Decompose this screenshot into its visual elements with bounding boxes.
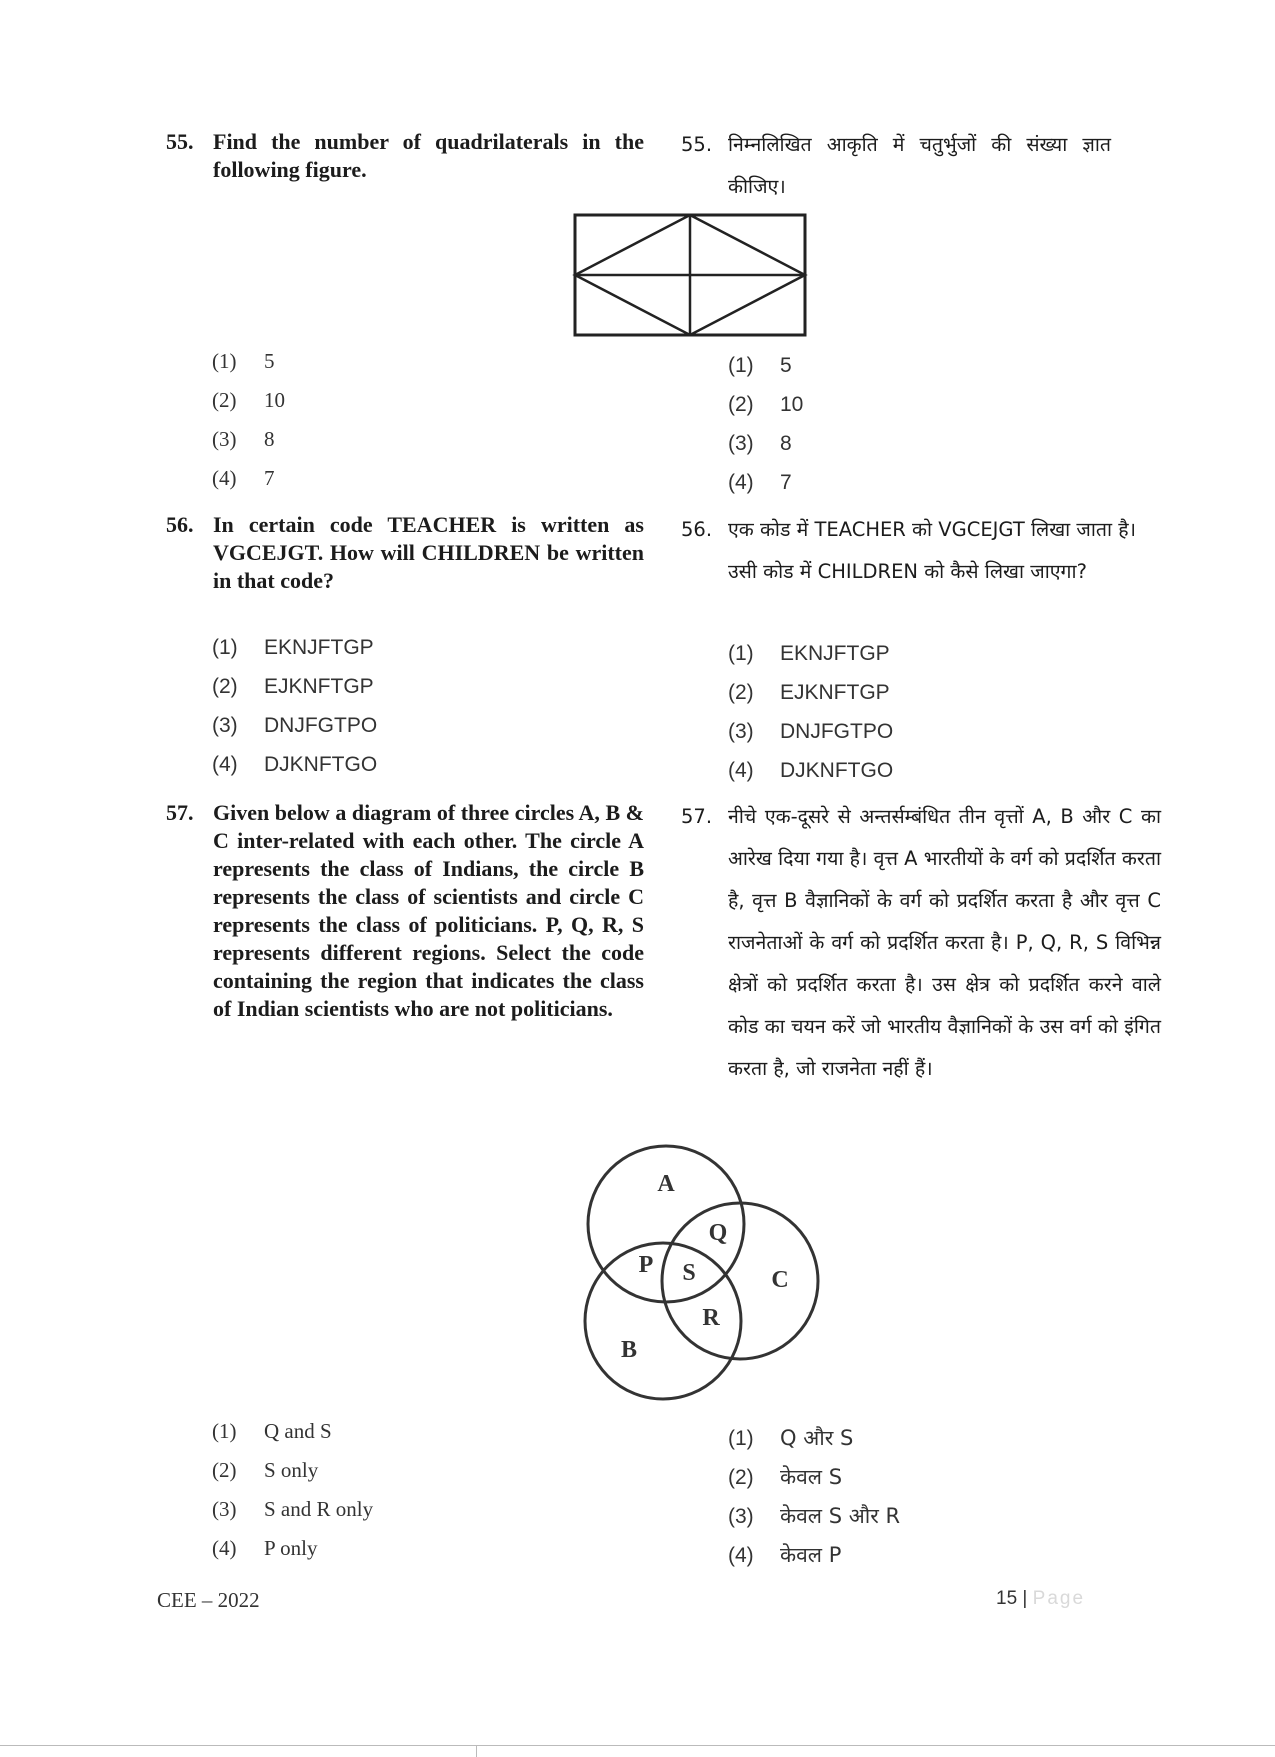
q56-text-hi: एक कोड में TEACHER को VGCEJGT लिखा जाता है। उसी कोड में CHILDREN को कैसे लिखा जाएगा?	[728, 518, 1137, 583]
q56-text-en: In certain code TEACHER is written as VGCEJGT. How will CHILDREN be written in that code?	[213, 512, 644, 593]
q55-option-2-hi[interactable]: (2) 10	[728, 393, 804, 416]
q57-option-4-hi[interactable]: (4) केवल P	[728, 1543, 842, 1567]
page-word: Page	[1032, 1588, 1086, 1609]
q56-option-3-hi[interactable]: (3) DNJFGTPO	[728, 720, 894, 743]
footer-exam-name: CEE – 2022	[157, 1588, 260, 1612]
q56-number-hi: 56.	[681, 518, 713, 541]
q55-text-hi: निम्नलिखित आकृति में चतुर्भुजों की संख्या ज्ञात कीजिए।	[728, 133, 1111, 198]
q55-number: 55.	[166, 129, 194, 154]
q56-option-1-hi[interactable]: (1) EKNJFTGP	[728, 642, 890, 665]
q56-option-2-en[interactable]: (2) EJKNFTGP	[212, 675, 374, 698]
q57-hindi	[681, 796, 1161, 1090]
q55-option-3-hi[interactable]: (3) 8	[728, 432, 792, 455]
q55-option-1-hi[interactable]: (1) 5	[728, 354, 792, 377]
q55-option-1-en[interactable]: (1) 5	[212, 349, 275, 373]
q56-option-2-hi[interactable]: (2) EJKNFTGP	[728, 681, 890, 704]
q56-option-1-en[interactable]: (1) EKNJFTGP	[212, 636, 374, 659]
footer-page-number	[996, 1588, 1085, 1610]
q57-option-1-hi[interactable]: (1) Q और S	[728, 1426, 854, 1450]
q57-number-hi: 57.	[681, 805, 713, 828]
q57-option-2-hi[interactable]: (2) केवल S	[728, 1465, 843, 1489]
venn-label-q: Q	[708, 1220, 728, 1246]
q55-hindi	[681, 124, 1111, 208]
q57-option-3-en[interactable]: (3) S and R only	[212, 1497, 374, 1521]
venn-label-c: C	[771, 1267, 789, 1293]
q57-option-2-en[interactable]: (2) S only	[212, 1458, 319, 1482]
venn-label-s: S	[682, 1260, 696, 1286]
q57-english	[166, 799, 644, 1023]
page-number: 15 |	[996, 1588, 1028, 1609]
venn-diagram	[570, 1135, 834, 1407]
venn-label-a: A	[657, 1171, 675, 1197]
q57-text-en: Given below a diagram of three circles A, B & C inter-related with each other. The circle A represents the class of Indians, the circle B represents the class of scientists and circle C represents the class of politicians. P, Q, R, S represents different regions. Select the code containing the region that indicates the class of Indian scientists who are not politicians.	[213, 800, 644, 1021]
q56-number: 56.	[166, 512, 194, 537]
q55-option-4-hi[interactable]: (4) 7	[728, 471, 792, 494]
q56-option-4-hi[interactable]: (4) DJKNFTGO	[728, 759, 894, 782]
q57-option-4-en[interactable]: (4) P only	[212, 1536, 318, 1560]
q56-option-4-en[interactable]: (4) DJKNFTGO	[212, 753, 378, 776]
q55-english	[166, 128, 644, 184]
q56-english	[166, 511, 644, 595]
q57-text-hi: नीचे एक-दूसरे से अन्तर्सम्बंधित तीन वृत्तों A, B और C का आरेख दिया गया है। वृत्त A भारतीयों के वर्ग को प्रदर्शित करता है, वृत्त B वैज्ञानिकों के वर्ग को प्रदर्शित करता है और वृत्त C राजनेताओं के वर्ग को प्रदर्शित करता है। P, Q, R, S विभिन्न क्षेत्रों को प्रदर्शित करता है। उस क्षेत्र को प्रदर्शित करने वाले कोड का चयन करें जो भारतीय वैज्ञानिकों के उस वर्ग को इंगित करता है, जो राजनेता नहीं हैं।	[728, 805, 1161, 1080]
q57-number: 57.	[166, 800, 194, 825]
q55-option-4-en[interactable]: (4) 7	[212, 466, 275, 490]
scan-bottom-line	[0, 1745, 1275, 1746]
q55-option-2-en[interactable]: (2) 10	[212, 388, 285, 412]
q56-option-3-en[interactable]: (3) DNJFGTPO	[212, 714, 378, 737]
q55-number-hi: 55.	[681, 133, 713, 156]
q57-option-1-en[interactable]: (1) Q and S	[212, 1419, 332, 1443]
scan-bottom-tick	[476, 1745, 477, 1757]
q55-text-en: Find the number of quadrilaterals in the following figure.	[213, 129, 644, 182]
q55-option-3-en[interactable]: (3) 8	[212, 427, 275, 451]
q57-option-3-hi[interactable]: (3) केवल S और R	[728, 1504, 901, 1528]
venn-label-b: B	[620, 1337, 638, 1363]
venn-label-r: R	[702, 1305, 720, 1331]
venn-label-p: P	[638, 1252, 654, 1278]
q56-hindi	[681, 509, 1138, 593]
quadrilateral-figure	[572, 212, 808, 338]
